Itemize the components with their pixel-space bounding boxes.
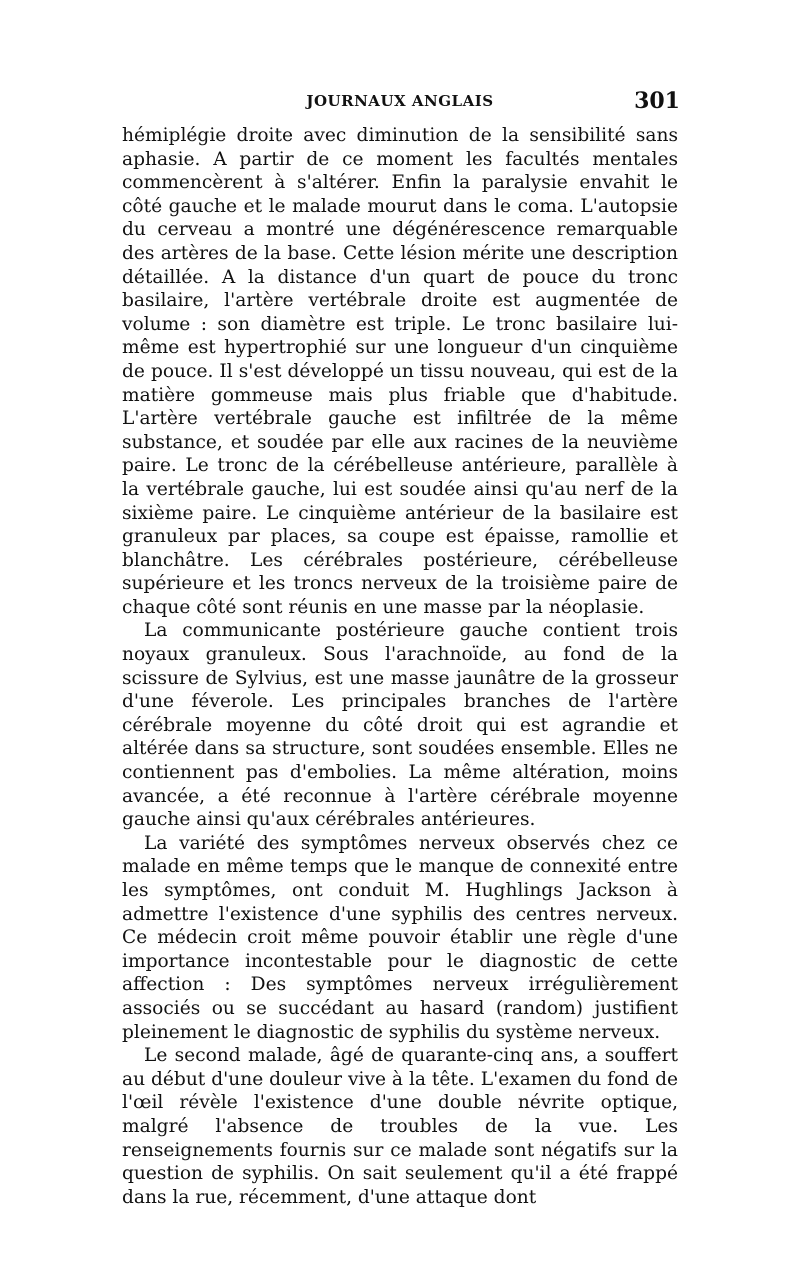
paragraph-4: Le second malade, âgé de quarante-cinq ans, a souffert au début d'une douleur vive à la tête. L'examen du fond de l'œil révèle l'existence d'une double névrite optique, malgré l'absence de troubles de la vue. Les renseignements fournis sur ce malade sont négatifs sur la question de syphilis. On sait seulement qu'il a été frappé dans la rue, récemment, d'une attaque dont: [122, 1045, 678, 1208]
paragraph-3: La variété des symptômes nerveux observés chez ce malade en même temps que le manque de connexité entre les symptômes, ont conduit M. Hughlings Jackson à admettre l'existence d'une syphilis des centres nerveux. Ce médecin croit même pouvoir établir une règle d'une importance incontestable pour le diagnostic de cette affection : Des symptômes nerveux irrégulièrement associés ou se succédant au hasard (random) justifient pleinement le diagnostic de syphilis du système nerveux.: [122, 832, 678, 1043]
body-text: [122, 124, 678, 1209]
paragraph-2: La communicante postérieure gauche contient trois noyaux granuleux. Sous l'arachnoïde, au fond de la scissure de Sylvius, est une masse jaunâtre de la grosseur d'une féverole. Les principales branches de l'artère cérébrale moyenne du côté droit qui est agrandie et altérée dans sa structure, sont soudées ensemble. Elles ne contiennent pas d'embolies. La même altération, moins avancée, a été reconnue à l'artère cérébrale moyenne gauche ainsi qu'aux cérébrales antérieures.: [122, 620, 678, 831]
page-number: 301: [634, 88, 680, 114]
paragraph-1: hémiplégie droite avec diminution de la sensibilité sans aphasie. A partir de ce moment les facultés mentales commencèrent à s'altérer. Enfin la paralysie envahit le côté gauche et le malade mourut dans le coma. L'autopsie du cerveau a montré une dégénérescence remarquable des artères de la base. Cette lésion mérite une description détaillée. A la distance d'un quart de pouce du tronc basilaire, l'artère vertébrale droite est augmentée de volume : son diamètre est triple. Le tronc basilaire lui-même est hypertrophié sur une longueur d'un cinquième de pouce. Il s'est développé un tissu nouveau, qui est de la matière gommeuse mais plus friable que d'habitude. L'artère vertébrale gauche est infiltrée de la même substance, et soudée par elle aux racines de la neuvième paire. Le tronc de la cérébelleuse antérieure, parallèle à la vertébrale gauche, lui est soudée ainsi qu'au nerf de la sixième paire. Le cinquième antérieur de la basilaire est granuleux par places, sa coupe est épaisse, ramollie et blanchâtre. Les cérébrales postérieure, cérébelleuse supérieure et les troncs nerveux de la troisième paire de chaque côté sont réunis en une masse par la néoplasie.: [122, 125, 678, 618]
page-header: [120, 88, 680, 122]
running-title: JOURNAUX ANGLAIS: [306, 92, 494, 110]
